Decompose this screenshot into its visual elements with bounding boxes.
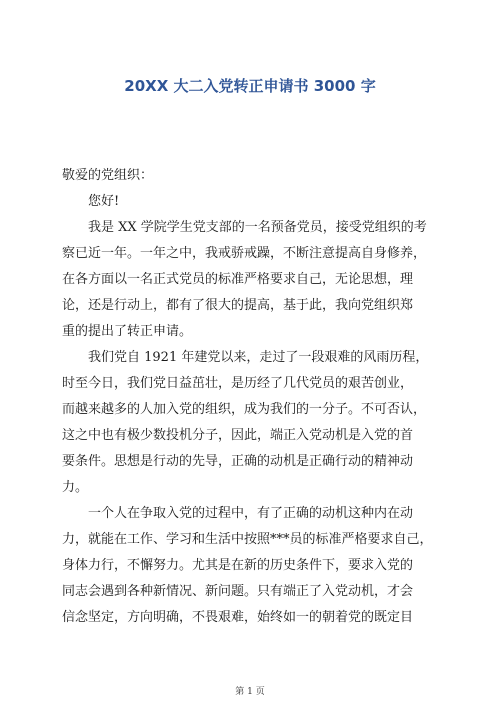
document-title: 20XX 大二入党转正申请书 3000 字 (124, 77, 376, 95)
greeting: 您好! (88, 194, 120, 209)
paragraph-line: 我们党自 1921 年建党以来，走过了一段艰难的风雨历程， (88, 350, 429, 365)
salutation: 敬爱的党组织： (62, 168, 154, 183)
paragraph-line: 身体力行，不懈努力。尤其是在新的历史条件下，要求入党的 (62, 558, 414, 573)
paragraph-line: 信念坚定，方向明确，不畏艰难，始终如一的朝着党的既定目 (62, 610, 414, 625)
paragraph-line: 察已近一年。一年之中，我戒骄戒躁，不断注意提高自身修养， (62, 246, 427, 261)
paragraph-3 (62, 501, 442, 631)
paragraph-line: 力。 (62, 480, 89, 495)
paragraph-line: 时至今日，我们党日益茁壮，是历经了几代党员的艰苦创业， (62, 376, 414, 391)
paragraph-1 (62, 215, 442, 345)
paragraph-line: 要条件。思想是行动的先导，正确的动机是正确行动的精神动 (62, 454, 414, 469)
paragraph-line: 这之中也有极少数投机分子，因此，端正入党动机是入党的首 (62, 428, 414, 443)
document-body (62, 163, 442, 631)
paragraph-line: 重的提出了转正申请。 (62, 324, 193, 339)
paragraph-2 (62, 345, 442, 501)
paragraph-line: 同志会遇到各种新情况、新问题。只有端正了入党动机，才会 (62, 584, 414, 599)
paragraph-line: 论，还是行动上，都有了很大的提高，基于此，我向党组织郑 (62, 298, 414, 313)
paragraph-line: 力，就能在工作、学习和生活中按照***员的标准严格要求自己， (62, 532, 433, 547)
paragraph-line: 在各方面以一名正式党员的标准严格要求自己，无论思想，理 (62, 272, 414, 287)
paragraph-line: 我是 XX 学院学生党支部的一名预备党员，接受党组织的考 (88, 220, 427, 235)
paragraph-line: 而越来越多的人加入党的组织，成为我们的一分子。不可否认， (62, 402, 427, 417)
page-footer: 第 1 页 (235, 687, 265, 697)
paragraph-line: 一个人在争取入党的过程中，有了正确的动机这种内在动 (88, 506, 414, 521)
